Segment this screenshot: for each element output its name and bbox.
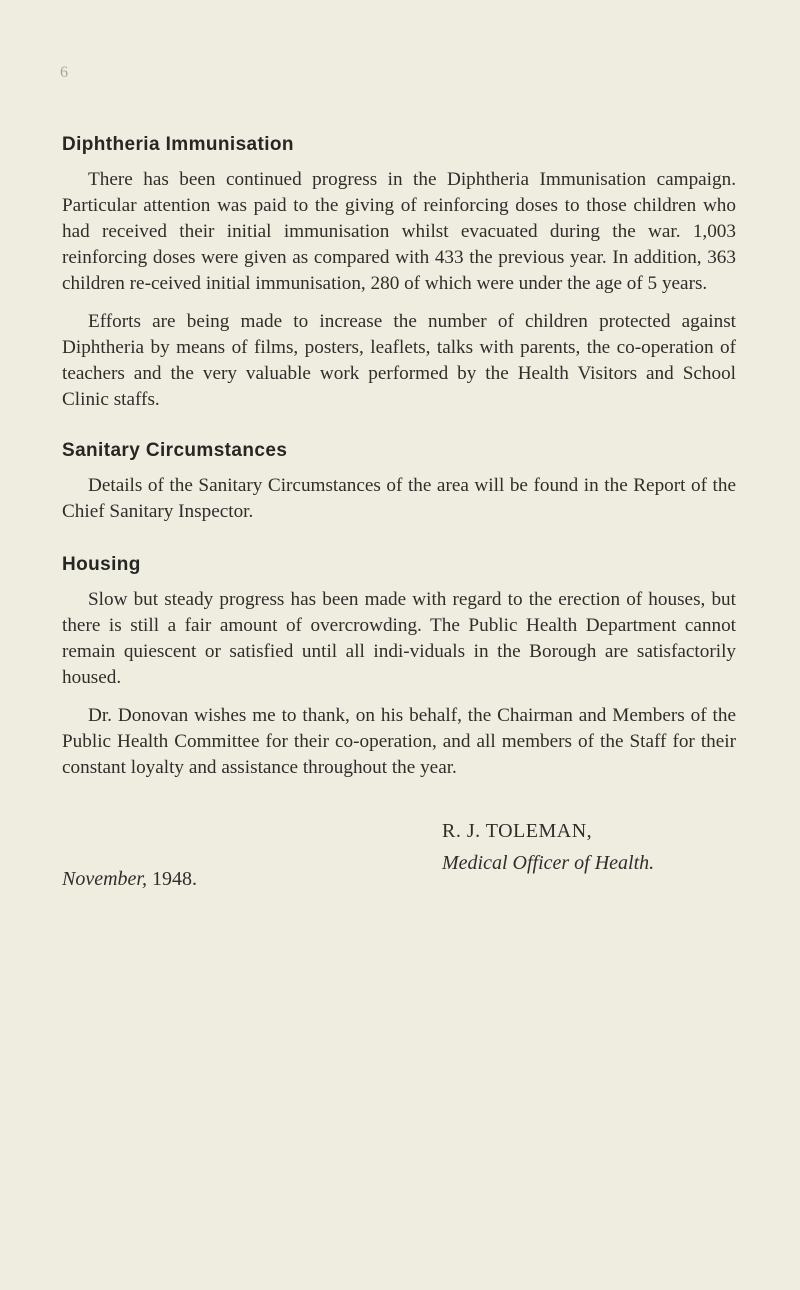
paragraph-sanitary-details: Details of the Sanitary Circumstances of the area will be found in the Report of the Chief Sanitary Inspector.: [62, 475, 736, 522]
paragraph-housing-progress: Slow but steady progress has been made with regard to the erection of houses, but there is still a fair amount of overcrowding. The Public Health Department cannot remain quiescent or satisfied until all indi-viduals in the Borough are satisfactorily housed.: [62, 589, 736, 688]
paragraph-diphtheria-progress: There has been continued progress in the Diphtheria Immunisation campaign. Particular attention was paid to the giving of reinforcing doses to those children who had received their initial immunisation whilst evacuated during the war. 1,003 reinforcing doses were given as compared with 433 the previous year. In addition, 363 children re-ceived initial immunisation, 280 of which were under the age of 5 years.: [62, 169, 736, 294]
paragraph-diphtheria-efforts: Efforts are being made to increase the number of children protected against Diphtheria by means of films, posters, leaflets, talks with parents, the co-operation of teachers and the very valuable work performed by the Health Visitors and School Clinic staffs.: [62, 311, 736, 410]
section-diphtheria-immunisation: [62, 133, 736, 413]
date-year: 1948.: [151, 868, 197, 890]
signatory-name: R. J. TOLEMAN,: [442, 820, 593, 842]
section-heading-diphtheria: Diphtheria Immunisation: [62, 134, 294, 155]
signatory-title: Medical Officer of Health.: [442, 852, 655, 874]
section-sanitary-circumstances: [62, 439, 736, 525]
section-housing: [62, 553, 736, 781]
date-month: November,: [62, 868, 147, 890]
section-heading-housing: Housing: [62, 554, 141, 575]
document-body: [62, 133, 736, 809]
page-number: 6: [60, 64, 68, 81]
paragraph-acknowledgement: Dr. Donovan wishes me to thank, on his behalf, the Chairman and Members of the Public Health Committee for their co-operation, and all members of the Staff for their constant loyalty and assistance throughout the year.: [62, 705, 736, 778]
section-heading-sanitary: Sanitary Circumstances: [62, 440, 288, 461]
report-date: [62, 866, 197, 892]
signature-block: [442, 818, 655, 874]
